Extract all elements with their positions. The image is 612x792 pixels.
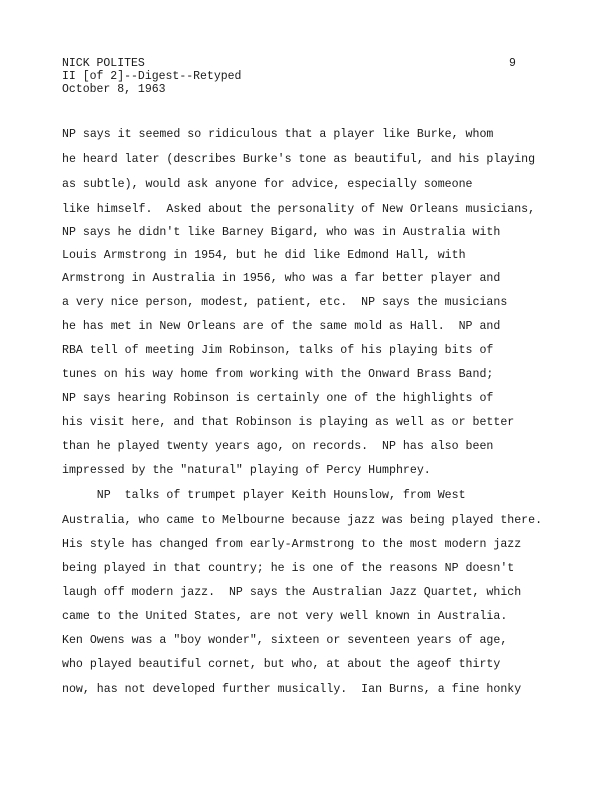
interviewee-name: NICK POLITES xyxy=(62,57,145,70)
body-line: he heard later (describes Burke's tone as beautiful, and his playing xyxy=(62,153,536,166)
document-part: II [of 2]--Digest--Retyped xyxy=(62,70,242,83)
body-line: as subtle), would ask anyone for advice, especially someone xyxy=(62,178,473,191)
body-line: like himself. Asked about the personality of New Orleans musicians, xyxy=(62,203,536,216)
body-line: NP talks of trumpet player Keith Hounslow, from West xyxy=(62,489,466,502)
body-line: his visit here, and that Robinson is playing as well as or better xyxy=(62,416,515,429)
body-line: NP says he didn't like Barney Bigard, who was in Australia with xyxy=(62,226,501,239)
body-line: Ken Owens was a "boy wonder", sixteen or seventeen years of age, xyxy=(62,634,508,647)
body-line: came to the United States, are not very well known in Australia. xyxy=(62,610,508,623)
body-line: Australia, who came to Melbourne because jazz was being played there. xyxy=(62,514,543,527)
body-line: than he played twenty years ago, on records. NP has also been xyxy=(62,440,494,453)
interview-date: October 8, 1963 xyxy=(62,83,166,96)
body-line: RBA tell of meeting Jim Robinson, talks of his playing bits of xyxy=(62,344,494,357)
body-line: he has met in New Orleans are of the same mold as Hall. NP and xyxy=(62,320,501,333)
body-line: laugh off modern jazz. NP says the Australian Jazz Quartet, which xyxy=(62,586,522,599)
body-line: now, has not developed further musically. Ian Burns, a fine honky xyxy=(62,683,522,696)
body-line: tunes on his way home from working with the Onward Brass Band; xyxy=(62,368,494,381)
body-line: NP says it seemed so ridiculous that a player like Burke, whom xyxy=(62,128,494,141)
page-number: 9 xyxy=(509,57,516,70)
body-line: Armstrong in Australia in 1956, who was a far better player and xyxy=(62,272,501,285)
body-line: Louis Armstrong in 1954, but he did like Edmond Hall, with xyxy=(62,249,466,262)
body-line: His style has changed from early-Armstrong to the most modern jazz xyxy=(62,538,522,551)
body-line: NP says hearing Robinson is certainly one of the highlights of xyxy=(62,392,494,405)
body-line: impressed by the "natural" playing of Percy Humphrey. xyxy=(62,464,431,477)
body-line: being played in that country; he is one of the reasons NP doesn't xyxy=(62,562,515,575)
body-line: who played beautiful cornet, but who, at about the ageof thirty xyxy=(62,658,501,671)
body-line: a very nice person, modest, patient, etc. NP says the musicians xyxy=(62,296,508,309)
